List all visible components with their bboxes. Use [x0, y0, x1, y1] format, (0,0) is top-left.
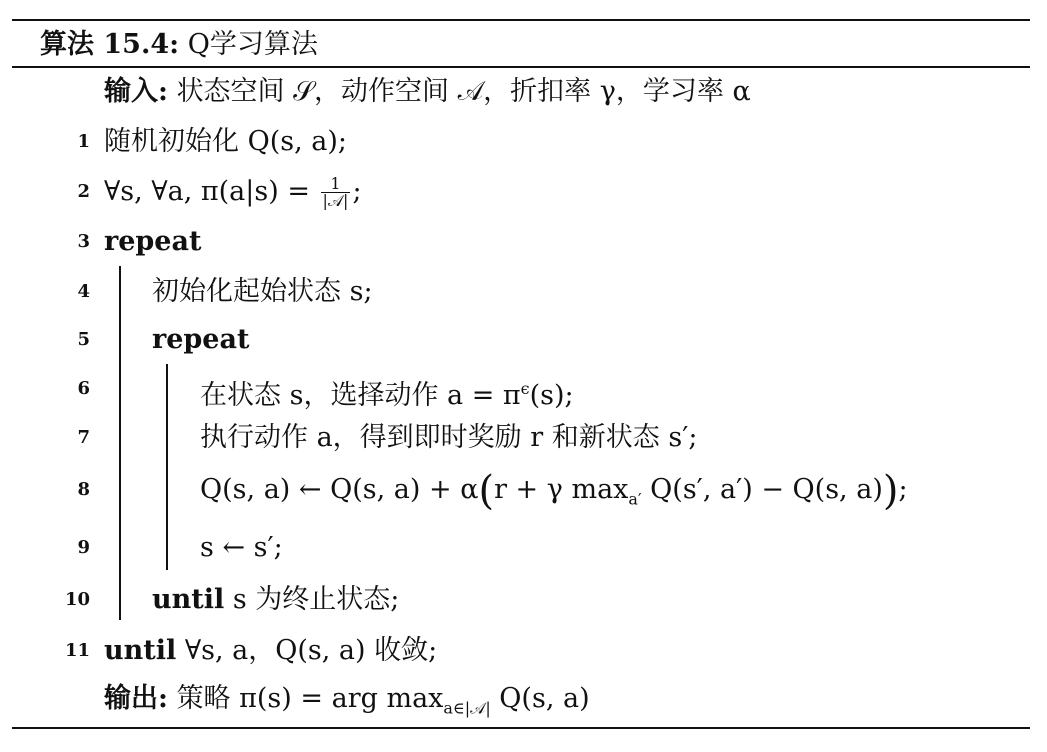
line-number: 4	[77, 281, 90, 302]
line-3-repeat: repeat	[104, 226, 202, 257]
line-number: 9	[77, 537, 90, 558]
output-post: Q(s, a)	[490, 683, 590, 714]
inner-loop-bar	[166, 364, 168, 570]
line-8-pre: Q(s, a) ← Q(s, a) + α	[200, 474, 479, 505]
top-rule	[12, 19, 1030, 21]
argmax-subscript: a∈|𝒜|	[443, 698, 491, 718]
input-text: 状态空间 𝒮，动作空间 𝒜，折扣率 γ，学习率 α	[176, 76, 751, 107]
line-number: 3	[77, 231, 90, 252]
line-11-text: ∀s, a，Q(s, a) 收敛;	[176, 635, 438, 666]
fraction-denominator: |𝒜|	[322, 191, 349, 210]
line-number: 5	[77, 329, 90, 350]
max-subscript: a′	[628, 489, 642, 509]
fraction	[321, 176, 351, 209]
epsilon-superscript: ϵ	[520, 379, 530, 398]
until-keyword: until	[152, 584, 225, 615]
line-10-text: s 为终止状态;	[224, 584, 400, 615]
until-keyword: until	[104, 635, 177, 666]
line-number: 10	[64, 589, 90, 610]
line-number: 6	[77, 378, 90, 399]
line-6	[200, 372, 574, 413]
line-7: 执行动作 a，得到即时奖励 r 和新状态 s′;	[200, 422, 698, 453]
line-8-mid: r + γ max	[494, 474, 629, 505]
line-6-pre: 在状态 s，选择动作 a = π	[200, 380, 521, 411]
line-6-post: (s);	[529, 380, 574, 411]
line-8-post: ;	[898, 474, 908, 505]
line-4: 初始化起始状态 s;	[152, 276, 373, 307]
line-8-mid2: Q(s′, a′) − Q(s, a)	[641, 474, 883, 505]
bottom-rule	[12, 727, 1030, 729]
right-paren: )	[882, 468, 899, 514]
algorithm-title	[40, 22, 318, 61]
output-label: 输出:	[104, 683, 168, 714]
outer-loop-bar	[119, 266, 121, 620]
line-10	[152, 583, 399, 617]
line-8	[200, 468, 908, 516]
line-number: 11	[64, 640, 90, 661]
left-paren: (	[478, 468, 495, 514]
line-5-repeat: repeat	[152, 324, 250, 355]
line-9: s ← s′;	[200, 532, 283, 563]
fraction-numerator: 1	[321, 176, 351, 193]
line-2-pre: ∀s, ∀a, π(a|s) =	[104, 176, 319, 207]
title-rule	[12, 66, 1030, 68]
line-number: 7	[77, 427, 90, 448]
line-11	[104, 634, 437, 668]
input-line	[104, 75, 751, 109]
line-number: 8	[77, 479, 90, 500]
algorithm-name: Q学习算法	[187, 29, 318, 60]
line-1: 随机初始化 Q(s, a);	[104, 126, 347, 157]
line-number: 1	[77, 131, 90, 152]
output-pre: 策略 π(s) = arg max	[176, 683, 444, 714]
line-number: 2	[77, 181, 90, 202]
line-2	[104, 175, 362, 209]
output-line	[104, 682, 590, 725]
line-2-post: ;	[352, 176, 362, 207]
algorithm-label: 算法 15.4:	[40, 29, 180, 60]
input-label: 输入:	[104, 76, 168, 107]
